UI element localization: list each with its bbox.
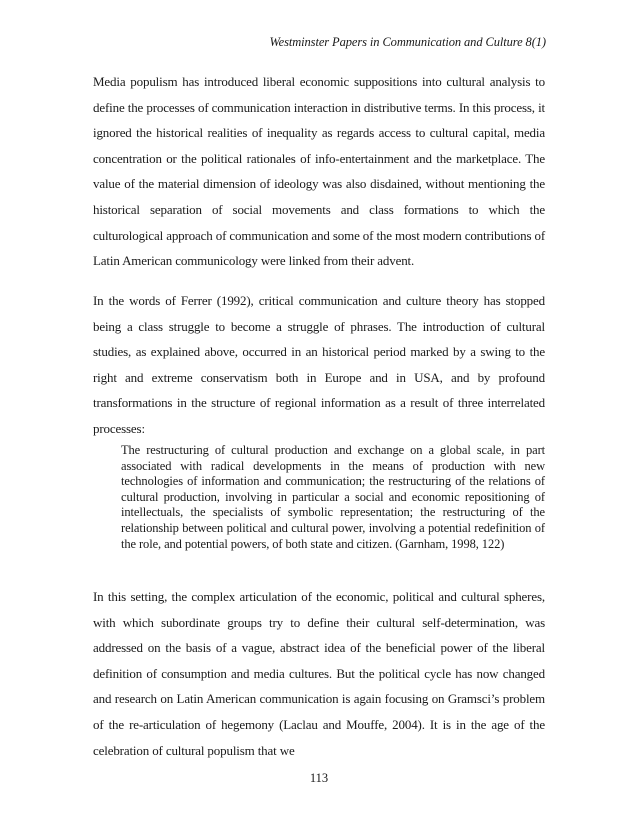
- page-number: 113: [309, 771, 329, 785]
- body-paragraph-2: In the words of Ferrer (1992), critical communication and culture theory has stopped being a class struggle to become a struggle of phrases. The introduction of cultural studies, as explained above, occurred in an historical period marked by a swing to the right and extreme conservatism both in Europe and in USA, and by profound transformations in the structure of regional information as a result of three interrelated processes:: [93, 293, 545, 436]
- body-paragraph-3: In this setting, the complex articulation of the economic, political and cultural spheres, with which subordinate groups try to define their cultural self-determination, was addressed on the basis of a vague, abstract idea of the beneficial power of the liberal definition of consumption and media cultures. But the political cycle has now changed and research on Latin American communication is again focusing on Gramsci’s problem of the re-articulation of hegemony (Laclau and Mouffe, 2004). It is in the age of the celebration of cultural populism that we: [93, 589, 545, 758]
- block-quote: The restructuring of cultural production and exchange on a global scale, in part associated with radical developments in the means of production with new technologies of information and communication; the restructuring of the relations of cultural production, involving in particular a social and economic repositioning of intellectuals, the specialists of symbolic representation; the restructuring of the relationship between political and cultural power, involving a potential redefinition of the role, and potential powers, of both state and citizen. (Garnham, 1998, 122): [121, 443, 545, 551]
- body-paragraph-1: Media populism has introduced liberal economic suppositions into cultural analysis to define the processes of communication interaction in distributive terms. In this process, it ignored the historical realities of inequality as regards access to cultural capital, media concentration or the political rationales of info-entertainment and the marketplace. The value of the material dimension of ideology was also disdained, without mentioning the historical separation of social movements and class formations to which the culturological approach of communication and some of the most modern contributions of Latin American communicology were linked from their advent.: [93, 74, 545, 269]
- running-header: Westminster Papers in Communication and Culture 8(1): [269, 35, 546, 49]
